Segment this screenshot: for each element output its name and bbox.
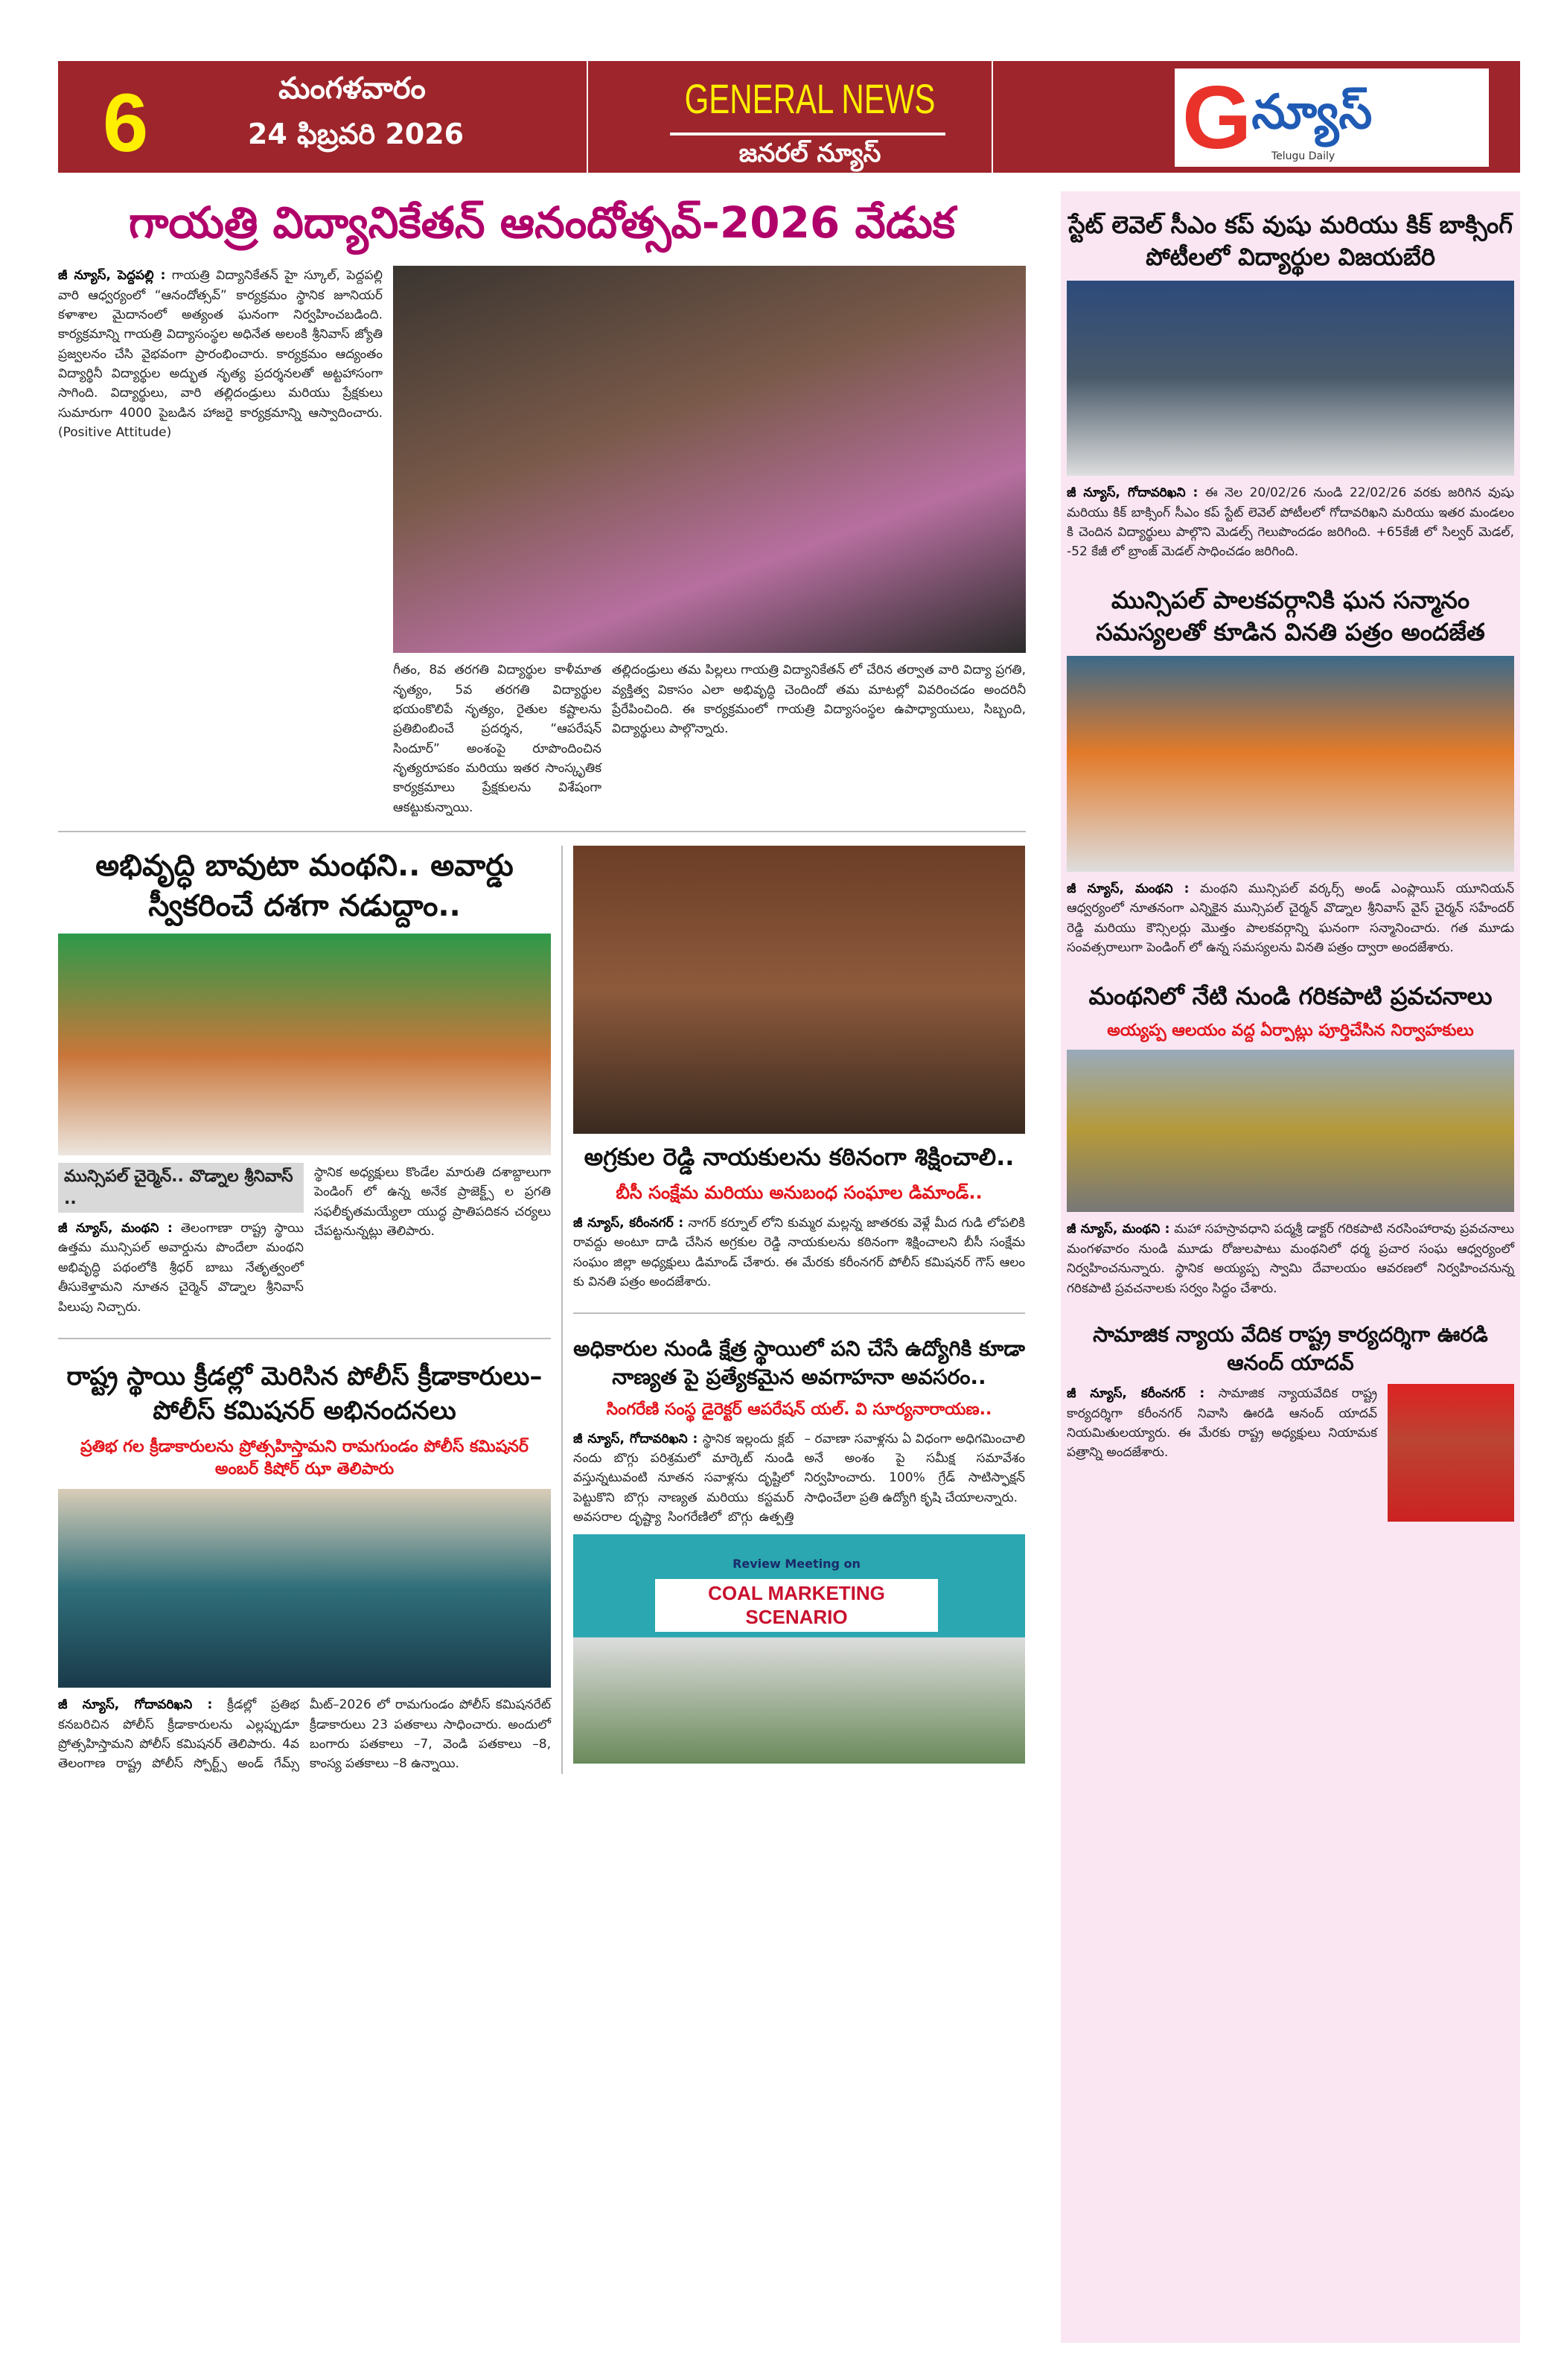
- dateline: జీ న్యూస్, కరీంనగర్ :: [1067, 1386, 1205, 1402]
- article-body: [1067, 1219, 1514, 1298]
- headline: స్టేట్ లెవెల్ సీఎం కప్ వుషు మరియు కిక్ బాక్సింగ్ పోటీలలో విద్యార్థుల విజయబేరి: [1068, 211, 1513, 272]
- body-text: మంథని మున్సిపల్ వర్కర్స్ అండ్ ఎంప్లాయిస్ యూనియన్ ఆధ్వర్యంలో నూతనంగా ఎన్నికైన మున్సిపల్ చైర్మన్ వొడ్నాల శ్రీనివాస్ వైస్ చైర్మన్ సహేందర్ రెడ్డి మరియు కౌన్సిలర్లు మొత్తం పాలకవర్గాన్ని ఘనంగా సన్మానించారు. గత మూడు సంవత్సరాలుగా పెండింగ్ లో ఉన్న సమస్యలను వినతి పత్రం ద్వారా అందజేశారు.: [1067, 881, 1514, 956]
- dateline: జీ న్యూస్, మంథని :: [1067, 881, 1190, 897]
- lead-article: [58, 266, 1026, 817]
- sports-photo: [58, 1489, 551, 1688]
- article-body: [1067, 879, 1514, 957]
- dateline: జీ న్యూస్, కరీంనగర్ :: [573, 1215, 684, 1231]
- divider: [58, 1338, 551, 1339]
- body-text: క్రీడల్లో ప్రతిభ కనబరిచిన పోలీస్ క్రీడాకారులను ఎల్లప్పుడూ ప్రోత్సహిస్తామని పోలీస్ కమిషనర్ తెలిపారు. 4వ తెలంగాణ రాష్ట్ర పోలీస్ స్పోర్ట్స్ అండ్ గేమ్స్ మీట్–2026 లో రామగుండం పోలీస్ కమిషనరేట్ క్రీడాకారులు 23 పతకాలు సాధించారు. అందులో బంగారు పతకాలు –7, వెండి పతకాలు –8, కాంస్య పతకాలు –8 ఉన్నాయి.: [58, 1697, 551, 1772]
- divider: [58, 831, 1026, 832]
- dateline: జీ న్యూస్, గోదావరిఖని :: [58, 1697, 213, 1713]
- body-text: నాగర్ కర్నూల్ లోని కుమ్మర మల్లన్న జాతరకు వెళ్లే మీద గుడి లోపలికి రావద్దు అంటూ దాడి చేసిన అగ్రకుల రెడ్డి నాయకులను కఠినంగా శిక్షించాలని బీసీ సంక్షేమ సంఘం జిల్లా అధ్యక్షులు డిమాండ్ చేశారు. ఈ మేరకు కరీంనగర్ పోలీస్ కమిషనర్ గౌస్ ఆలం కు వినతి పత్రం అందజేశారు.: [573, 1215, 1025, 1289]
- headline: మంథనిలో నేటి నుండి గరికపాటి ప్రవచనాలు: [1088, 981, 1493, 1010]
- logo: [1175, 68, 1489, 167]
- felicitation-photo: [1067, 656, 1514, 872]
- body-text: సామాజిక న్యాయవేదిక రాష్ట్ర కార్యదర్శిగా కరీంనగర్ నివాసి ఊరడి ఆనంద్ యాదవ్ నియమితులయ్యారు. ఈ మేరకు రాష్ట్ర అధ్యక్షులు నియామక పత్రాన్ని అందజేశారు.: [1067, 1386, 1378, 1461]
- photo-caption: మున్సిపల్ చైర్మెన్.. వొడ్నాల శ్రీనివాస్ ..: [58, 1163, 304, 1213]
- article-body: [1067, 1384, 1377, 1462]
- body-text: గాయత్రి విద్యానికేతన్ హై స్కూల్, పెద్దపల్లి వారి ఆధ్వర్యంలో “ఆనందోత్సవ్” కార్యక్రమం స్థానిక జూనియర్ కళాశాల మైదానంలో అత్యంత ఘనంగా నిర్వహించబడింది. కార్యక్రమాన్ని గాయత్రి విద్యాసంస్థల అధినేత అలంకి శ్రీనివాస్ జ్యోతి ప్రజ్వలనం చేసి వైభవంగా ప్రారంభించారు. కార్యక్రమం ఆద్యంతం విద్యార్థినీ విద్యార్థుల అద్భుత నృత్య ప్రదర్శనలతో అట్టహాసంగా సాగింది. విద్యార్థులు, వారి తల్లిదండ్రులు మరియు ప్రేక్షకులు సుమారుగా 4000 పైబడిన హాజరై కార్యక్రమాన్ని ఆస్వాదించారు. (Positive Attitude): [58, 268, 383, 441]
- lead-headline: గాయత్రి విద్యానికేతన్ ఆనందోత్సవ్-2026 వేడుక: [129, 197, 955, 248]
- dateline: జీ న్యూస్, గోదావరిఖని :: [1067, 485, 1199, 501]
- section-title-te: జనరల్ న్యూస్: [738, 138, 881, 168]
- article-body: [58, 1695, 551, 1773]
- masthead: [58, 61, 1520, 173]
- left-column: [58, 846, 551, 1773]
- event-photo: [393, 266, 1026, 653]
- medal-photo: [1067, 281, 1514, 476]
- subheadline: సింగరేణి సంస్థ డైరెక్టర్ ఆపరేషన్ యల్. వి సూర్యనారాయణ..: [606, 1400, 992, 1419]
- divider: [670, 133, 945, 135]
- dateline: జీ న్యూస్, మంథని :: [1067, 1222, 1170, 1237]
- sidebar-article: [1067, 209, 1514, 562]
- headline: అధికారుల నుండి క్షేత్ర స్థాయిలో పని చేసే ఉద్యోగికి కూడా నాణ్యత పై ప్రత్యేకమైన అవగాహనా అవసరం..: [573, 1336, 1025, 1390]
- page-number: 6: [103, 77, 149, 169]
- divider: [561, 846, 563, 1773]
- main-column: [58, 195, 1026, 1774]
- article-columns: [1067, 1384, 1514, 1522]
- section-title-en: GENERAL NEWS: [684, 75, 936, 122]
- article-body: [573, 1429, 1025, 1528]
- subheadline: ప్రతిభ గల క్రీడాకారులను ప్రోత్సహిస్తామని రామగుండం పోలీస్ కమిషనర్ అంబర్ కిషోర్ ఝా తెలిపారు: [80, 1437, 529, 1479]
- article-body: తల్లిదండ్రులు తమ పిల్లలు గాయత్రి విద్యానికేతన్ లో చేరిన తర్వాత వారి విద్యా ప్రగతి, వ్యక్తిత్వ వికాసం ఎలా అభివృద్ధి చెందిందో తమ మాటల్లో వివరించడం అందరినీ ప్రేరేపించింది. ఈ కార్యక్రమంలో గాయత్రి విద్యాసంస్థల ఉపాధ్యాయులు, సిబ్బంది, విద్యార్థులు పాల్గొన్నారు.: [612, 663, 1026, 737]
- day-label: మంగళవారం: [278, 71, 426, 106]
- body-text: స్థానిక ఇల్లందు క్లబ్ నందు బొగ్గు పరిశ్రమలో మార్కెట్ నుండి వస్తున్నటువంటి నూతన సవాళ్లను దృష్టిలో పెట్టుకొని బొగ్గు నాణ్యత మరియు కస్టమర్ అవసరాల దృష్ట్యా సింగరేణిలో బొగ్గు ఉత్పత్తి – రవాణా సవాళ్లను ఏ విధంగా అధిగమించాలి అనే అంశం పై సమీక్ష సమావేశం నిర్వహించారు. 100% గ్రేడ్ సాటిస్ఫాక్షన్ సాధించేలా ప్రతి ఉద్యోగి కృషి చేయాలన్నారు.: [573, 1431, 1025, 1525]
- divider: [573, 1312, 1025, 1314]
- logo-word: న్యూస్: [1251, 84, 1373, 140]
- banner-subtitle: Review Meeting on: [733, 1557, 861, 1572]
- date-label: 24 ఫిబ్రవరి 2026: [247, 118, 465, 150]
- body-text: తెలంగాణా రాష్ట్ర స్థాయి ఉత్తమ మున్సిపల్ అవార్డును పొందేలా మంథని అభివృద్ధి పథంలోకి శ్రీధర్ బాబు నేతృత్వంలో తీసుకెళ్తామని నూతన చైర్మెన్ వొడ్నాల శ్రీనివాస్ పిలుపు నిచ్చారు.: [58, 1221, 304, 1315]
- lead-body-columns: [393, 660, 1026, 817]
- temple-photo: [1067, 1050, 1514, 1212]
- headline: సామాజిక న్యాయ వేదిక రాష్ట్ర కార్యదర్శిగా ఊరడి ఆనంద్ యాదవ్: [1093, 1321, 1488, 1375]
- subheadline: బీసీ సంక్షేమ మరియు అనుబంధ సంఘాల డిమాండ్..: [616, 1182, 983, 1204]
- felicitation-photo: [58, 934, 551, 1155]
- dateline: జీ న్యూస్, మంథని :: [58, 1221, 173, 1237]
- portrait-photo: [1388, 1384, 1514, 1522]
- sidebar: [1061, 191, 1520, 2343]
- sidebar-article: [1067, 584, 1514, 958]
- meeting-photo: [573, 1534, 1025, 1764]
- article-body: [58, 1219, 304, 1317]
- headline: అభివృద్ధి బావుటా మంథని.. అవార్డు స్వీకరించే దశగా నడుద్దాం..: [95, 849, 514, 924]
- lead-photo-column: [393, 266, 1026, 817]
- body-text: ఈ నెల 20/02/26 నుండి 22/02/26 వరకు జరిగిన వుషు మరియు కిక్ బాక్సింగ్ సీఎం కప్ స్టేట్ లెవెల్ పోటీలలో గోదావరిఖని మరియు ఇతర మండలం కి చెందిన విద్యార్థులు పాల్గొని మెడల్స్ గెలుపొందడం జరిగింది. +65కేజీ లో సిల్వర్ మెడల్, -52 కేజీ లో బ్రాంజ్ మెడల్ సాధించడం జరిగింది.: [1067, 485, 1514, 560]
- dateline: జీ న్యూస్, పెద్దపల్లి :: [58, 268, 166, 284]
- article-body: గీతం, 8వ తరగతి విద్యార్థుల కాళీమాత నృత్యం, 5వ తరగతి విద్యార్థుల భయంకొలిపే నృత్యం, రైతుల కష్టాలను ప్రతిబింబించే ప్రదర్శన, “ఆపరేషన్ సిందూర్” అంశంపై రూపొందించిన నృత్యరూపకం మరియు ఇతర సాంస్కృతిక కార్యక్రమాలు ప్రేక్షకులను విశేషంగా ఆకట్టుకున్నాయి.: [393, 663, 601, 815]
- logo-tagline: Telugu Daily: [1271, 150, 1335, 162]
- body-text: మహా సహస్రావధాని పద్మశ్రీ డాక్టర్ గరికపాటి నరసింహారావు ప్రవచనాలు మంగళవారం నుండి మూడు రోజులపాటు మంథనిలో ధర్మ ప్రచార సంఘ ఆధ్వర్యంలో నిర్వహించనున్నారు. స్థానిక అయ్యప్ప స్వామి దేవాలయం ఆవరణలో నిర్వహించనున్న గరికపాటి ప్రవచనాలకు సర్వం సిద్ధం చేశారు.: [1067, 1222, 1514, 1296]
- headline: అగ్రకుల రెడ్డి నాయకులను కఠినంగా శిక్షించాలి..: [584, 1143, 1015, 1172]
- article-column: [58, 1163, 304, 1317]
- headline: మున్సిపల్ పాలకవర్గానికి ఘన సన్మానం సమస్యలతో కూడిన వినతి పత్రం అందజేత: [1096, 585, 1485, 646]
- lower-section: [58, 846, 1026, 1773]
- middle-column: [573, 846, 1025, 1773]
- headline: రాష్ట్ర స్థాయి క్రీడల్లో మెరిసిన పోలీస్ క్రీడాకారులు–పోలీస్ కమిషనర్ అభినందనలు: [66, 1361, 543, 1426]
- article-body: స్థానిక అధ్యక్షులు కొండేల మారుతి దశాబ్దాలుగా పెండింగ్ లో ఉన్న అనేక ప్రాజెక్ట్స్ ల ప్రగతి సఫలీకృతమయ్యేలా యుద్ధ ప్రాతిపదికన చర్యలు చేపట్టనున్నట్లు తెలిపారు.: [314, 1165, 551, 1240]
- article-columns: [58, 1163, 551, 1317]
- article-body: [1067, 483, 1514, 561]
- subheadline: అయ్యప్ప ఆలయం వద్ద ఏర్పాట్లు పూర్తిచేసిన నిర్వాహకులు: [1107, 1021, 1474, 1040]
- banner-title: COAL MARKETING SCENARIO: [655, 1579, 938, 1631]
- divider: [587, 61, 588, 173]
- article-body: [58, 266, 383, 442]
- memorandum-photo: [573, 846, 1025, 1134]
- sidebar-article: [1067, 1321, 1514, 1522]
- divider: [992, 61, 993, 173]
- dateline: జీ న్యూస్, గోదావరిఖని :: [573, 1431, 698, 1446]
- article-body: [573, 1213, 1025, 1292]
- sidebar-article: [1067, 980, 1514, 1298]
- logo-letter: G: [1182, 68, 1252, 168]
